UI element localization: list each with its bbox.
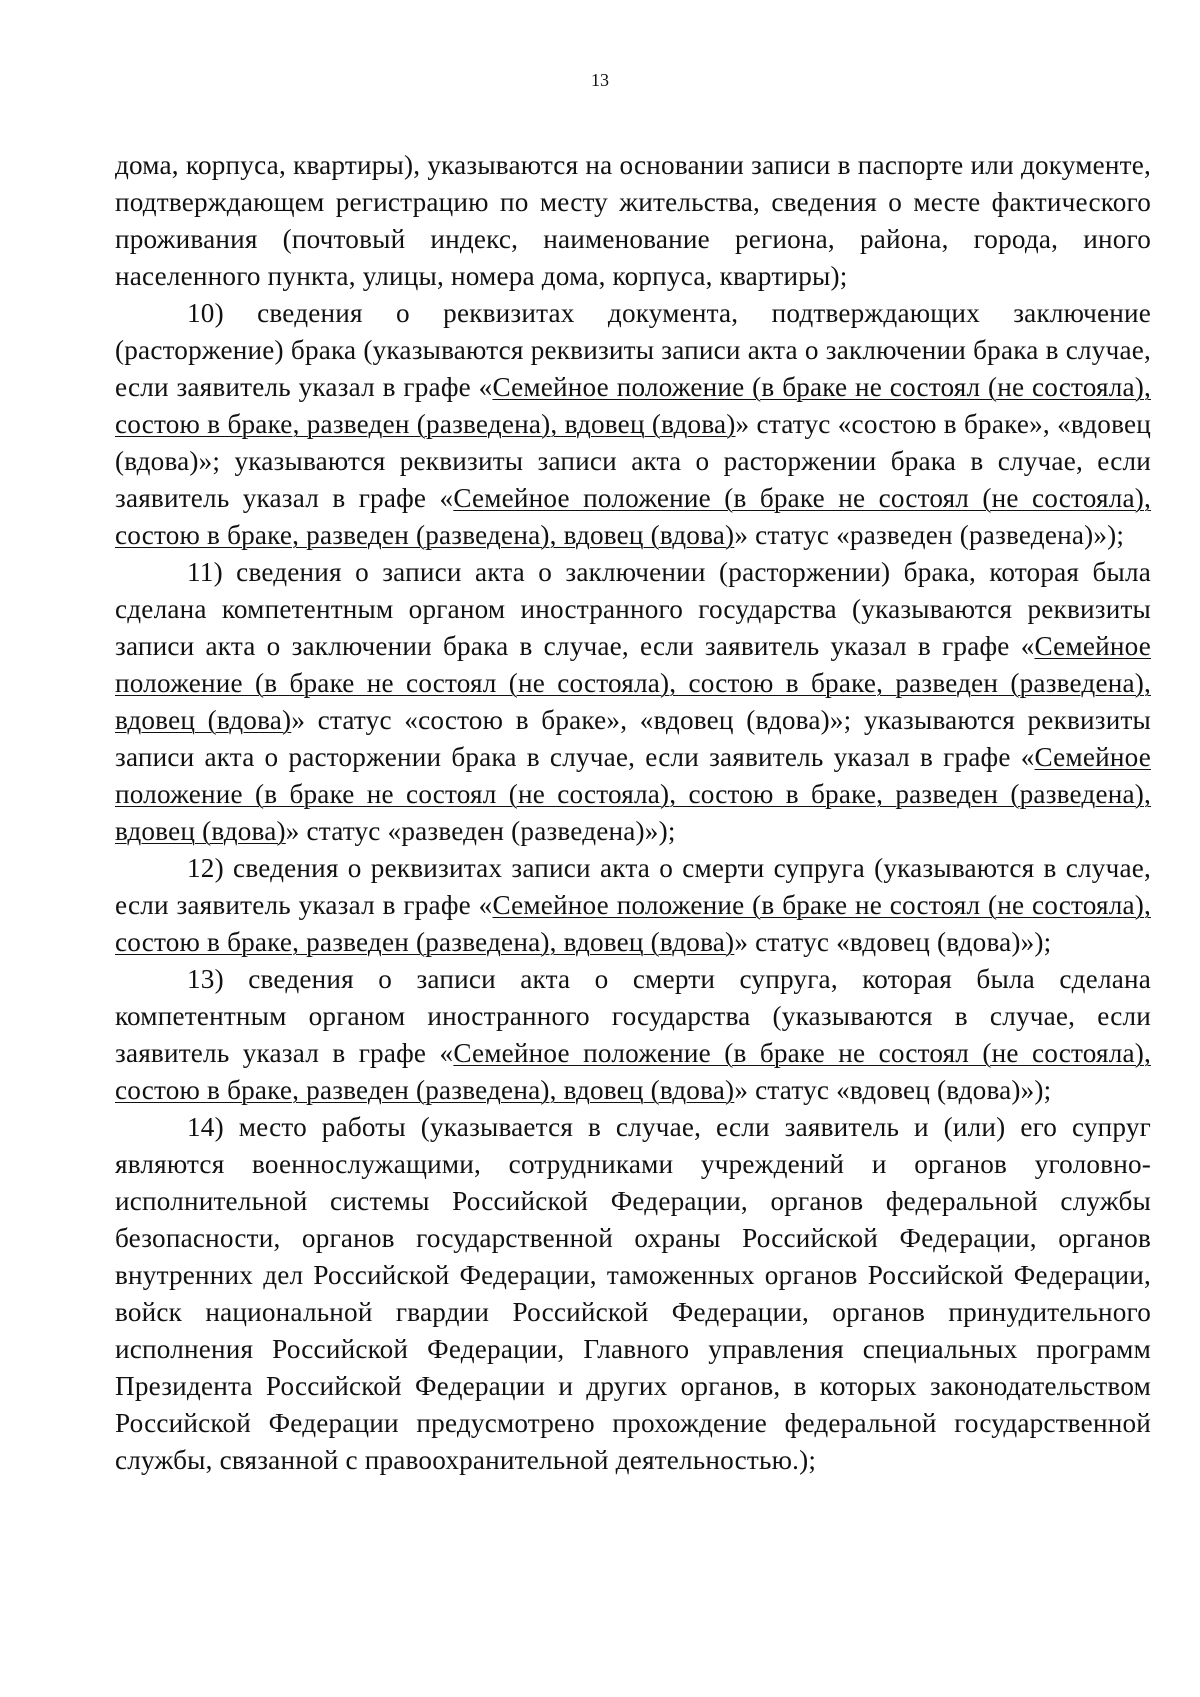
paragraph-item-10 [115,295,1151,554]
text-segment: 14) место работы (указывается в случае, если заявитель и (или) его супруг являются военнослужащими, сотрудниками учреждений и органов уголовно-исполнительной системы Российской Федерации, органов федеральной службы безопасности, органов государственной охраны Российской Федерации, органов внутренних дел Российской Федерации, таможенных органов Российской Федерации, войск национальной гвардии Российской Федерации, органов принудительного исполнения Российской Федерации, Главного управления специальных программ Президента Российской Федерации и других органов, в которых законодательством Российской Федерации предусмотрено прохождение федеральной государственной службы, связанной с правоохранительной деятельностью.); [115,1112,1151,1475]
text-segment: » статус «разведен (разведена)»); [734,520,1125,550]
page-number: 13 [591,70,609,90]
underlined-field-name: Семейное положение (в браке не состоял (не состояла), состою в браке, разведен (разведена), вдовец (вдова) [115,483,1151,550]
text-segment: » статус «состою в браке», «вдовец (вдова)»; указываются реквизиты записи акта о расторжении брака в случае, если заявитель указал в графе « [115,705,1152,772]
paragraph-item-13 [115,961,1151,1109]
paragraph-item-12 [115,850,1151,961]
underlined-field-name: Семейное положение (в браке не состоял (не состояла), состою в браке, разведен (разведена), вдовец (вдова) [115,372,1151,439]
text-segment: дома, корпуса, квартиры), указываются на основании записи в паспорте или документе, подтверждающем регистрацию по месту жительства, сведения о месте фактического проживания (почтовый индекс, наименование региона, района, города, иного населенного пункта, улицы, номера дома, корпуса, квартиры); [115,150,1151,291]
underlined-field-name: Семейное положение (в браке не состоял (не состояла), состою в браке, разведен (разведена), вдовец (вдова) [115,742,1151,846]
paragraph-item-11 [115,554,1151,850]
document-body [115,147,1151,1479]
text-segment: 12) сведения о реквизитах записи акта о смерти супруга (указываются в случае, если заявитель указал в графе « [115,853,1151,920]
paragraph-address-continuation [115,147,1151,295]
text-segment: » статус «состою в браке», «вдовец (вдова)»; указываются реквизиты записи акта о расторжении брака в случае, если заявитель указал в графе « [115,409,1151,513]
text-segment: 11) сведения о записи акта о заключении (расторжении) брака, которая была сделана компетентным органом иностранного государства (указываются реквизиты записи акта о заключении брака в случае, если заявитель указал в графе « [115,557,1151,661]
text-segment: » статус «вдовец (вдова)»); [734,1075,1052,1105]
paragraph-item-14 [115,1109,1151,1479]
underlined-field-name: Семейное положение (в браке не состоял (не состояла), состою в браке, разведен (разведена), вдовец (вдова) [115,631,1151,735]
underlined-field-name: Семейное положение (в браке не состоял (не состояла), состою в браке, разведен (разведена), вдовец (вдова) [115,890,1151,957]
text-segment: 10) сведения о реквизитах документа, подтверждающих заключение (расторжение) брака (указываются реквизиты записи акта о заключении брака в случае, если заявитель указал в графе « [115,298,1151,402]
text-segment: » статус «разведен (разведена)»); [285,816,676,846]
underlined-field-name: Семейное положение (в браке не состоял (не состояла), состою в браке, разведен (разведена), вдовец (вдова) [115,1038,1151,1105]
text-segment: » статус «вдовец (вдова)»); [734,927,1052,957]
text-segment: 13) сведения о записи акта о смерти супруга, которая была сделана компетентным органом иностранного государства (указываются в случае, если заявитель указал в графе « [115,964,1151,1068]
